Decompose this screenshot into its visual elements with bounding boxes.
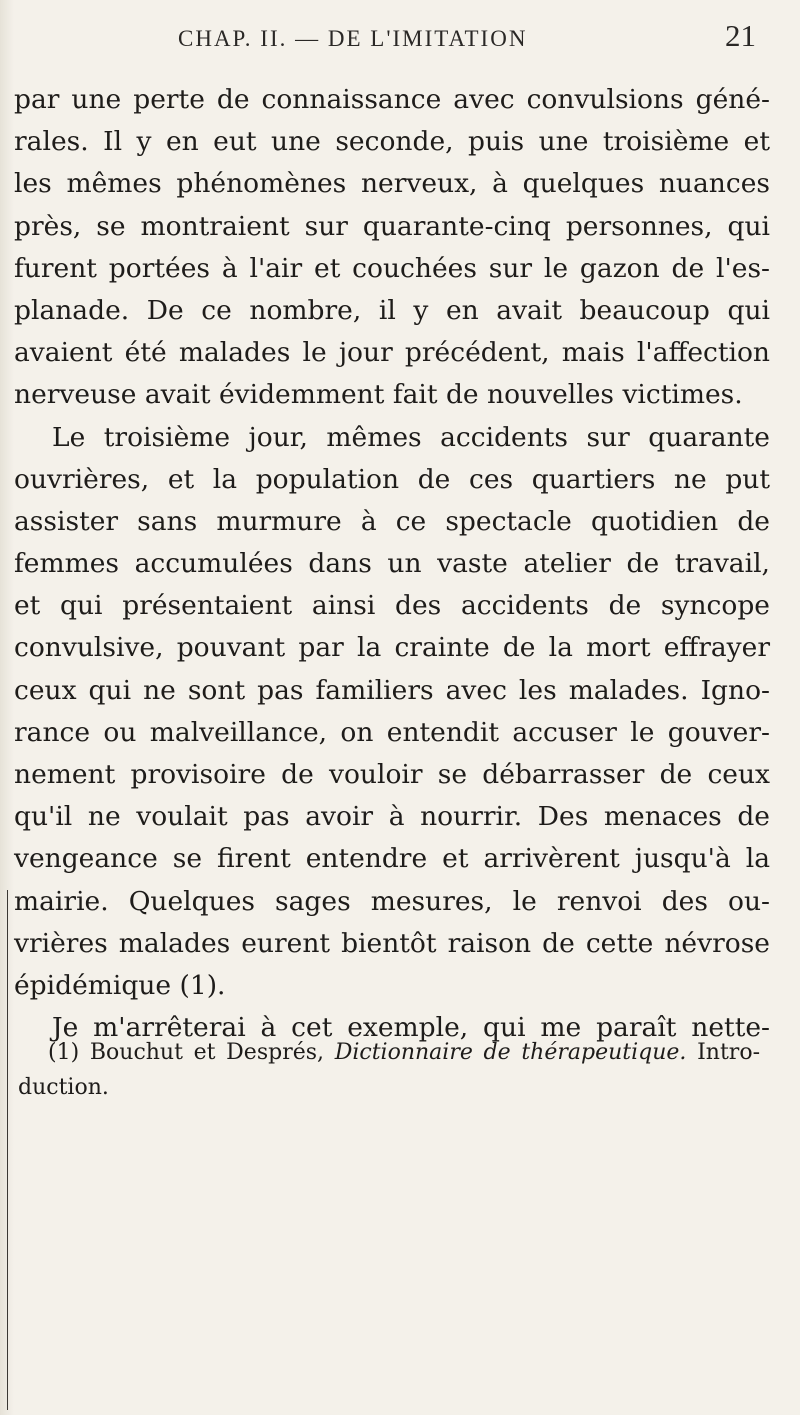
running-title: CHAP. II. — DE L'IMITATION [178, 26, 528, 51]
footnote-book-title: Dictionnaire de thérapeutique. [334, 1040, 687, 1065]
page-number: 21 [725, 18, 756, 53]
footnote-marker: (1) [48, 1040, 80, 1065]
text-line: ceux qui ne sont pas familiers avec les malades. Igno- [14, 674, 770, 706]
footnote-line [18, 1035, 760, 1070]
text-line: épidémique (1). [14, 969, 226, 1001]
text-line: et qui présentaient ainsi des accidents de syncope [14, 590, 770, 622]
paragraph-start-line: Je m'arrêterai à cet exemple, qui me paraît nette- [52, 1012, 770, 1044]
text-line: nement provisoire de vouloir se débarrasser de ceux [14, 759, 770, 790]
footnote [18, 1035, 760, 1105]
text-line: vengeance se firent entendre et arrivèrent jusqu'à la [14, 843, 770, 875]
text-line: rance ou malveillance, on entendit accuser le gouver- [14, 716, 770, 748]
text-line: vrières malades eurent bientôt raison de cette névrose [14, 927, 770, 959]
text-line: avaient été malades le jour précédent, mais l'affection [14, 337, 770, 369]
text-line: femmes accumulées dans un vaste atelier de travail, [14, 548, 770, 580]
text-line: près, se montraient sur quarante-cinq personnes, qui [14, 210, 770, 242]
text-line: nerveuse avait évidemment fait de nouvelles victimes. [14, 379, 743, 411]
text-line: convulsive, pouvant par la crainte de la mort effrayer [14, 632, 770, 664]
page-header [0, 14, 800, 70]
text-line: ouvrières, et la population de ces quartiers ne put [14, 463, 770, 495]
footnote-tail: Intro- [697, 1040, 761, 1065]
text-line: furent portées à l'air et couchées sur le gazon de l'es- [14, 252, 770, 284]
text-line: mairie. Quelques sages mesures, le renvoi des ou- [14, 885, 770, 917]
text-line: assister sans murmure à ce spectacle quotidien de [14, 505, 770, 537]
text-line: rales. Il y en eut une seconde, puis une troisième et [14, 126, 770, 158]
footnote-authors: Bouchut et Després, [89, 1040, 325, 1065]
text-line: planade. De ce nombre, il y en avait beaucoup qui [14, 294, 770, 326]
text-line: par une perte de connaissance avec convulsions géné- [14, 84, 770, 115]
text-line: les mêmes phénomènes nerveux, à quelques nuances [14, 168, 770, 200]
paragraph-start-line: Le troisième jour, mêmes accidents sur quarante [52, 421, 770, 453]
body-text [14, 79, 770, 1049]
margin-rule [7, 890, 8, 1410]
text-line: qu'il ne voulait pas avoir à nourrir. Des menaces de [14, 801, 770, 833]
footnote-line: duction. [18, 1075, 109, 1100]
